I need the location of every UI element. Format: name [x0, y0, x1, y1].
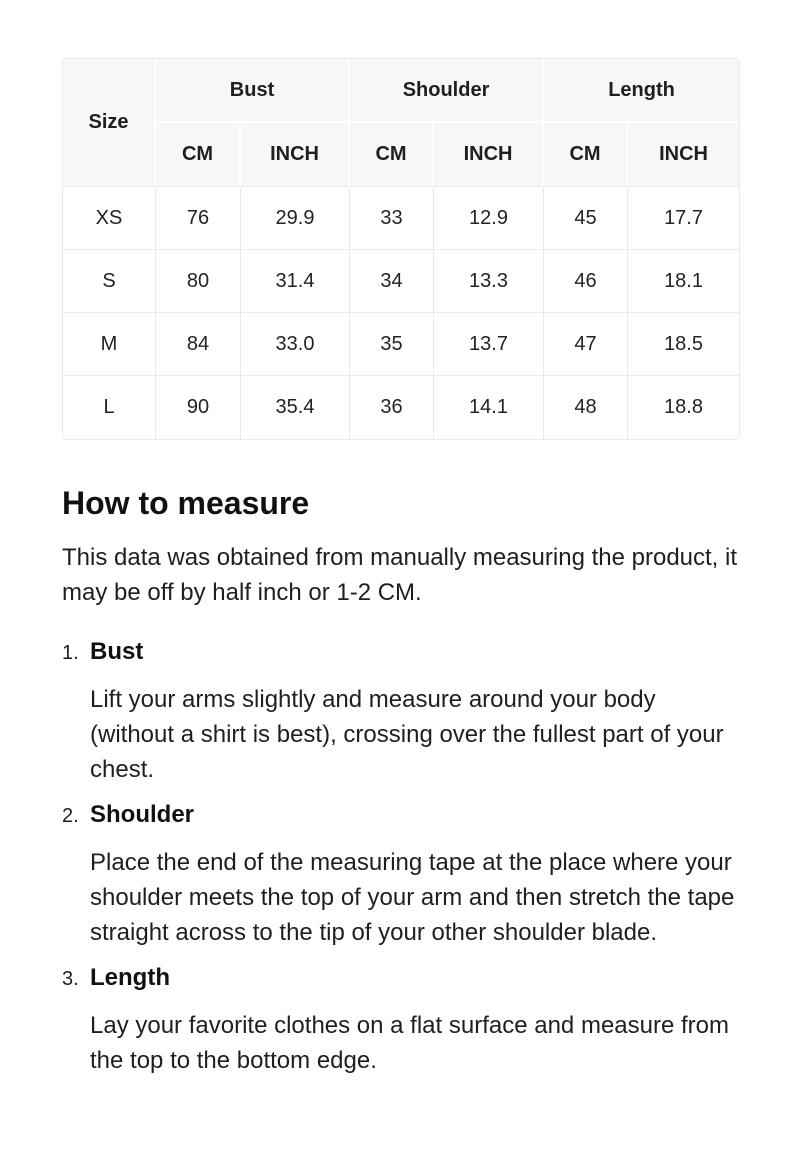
cell-shoulder-inch: 13.3 — [434, 250, 544, 313]
cell-bust-inch: 29.9 — [241, 187, 350, 250]
cell-shoulder-inch: 13.7 — [434, 313, 544, 376]
cell-bust-cm: 80 — [156, 250, 241, 313]
cell-length-inch: 17.7 — [628, 187, 739, 250]
cell-bust-inch: 35.4 — [241, 376, 350, 439]
step-term: Shoulder — [90, 801, 195, 828]
cell-length-inch: 18.5 — [628, 313, 739, 376]
cell-shoulder-inch: 12.9 — [434, 187, 544, 250]
measure-steps-list — [62, 634, 738, 1078]
step-heading — [62, 797, 738, 834]
cell-length-cm: 48 — [544, 376, 628, 439]
step-term: Length — [90, 964, 170, 991]
table-group-header-row — [63, 59, 739, 123]
cell-shoulder-inch: 14.1 — [434, 376, 544, 439]
size-label: M — [63, 313, 156, 376]
step-description: Lay your favorite clothes on a flat surface and measure from the top to the bottom edge. — [90, 1012, 729, 1074]
cell-shoulder-cm: 33 — [350, 187, 434, 250]
cell-length-cm: 46 — [544, 250, 628, 313]
cell-length-cm: 47 — [544, 313, 628, 376]
column-header-shoulder: Shoulder — [350, 59, 544, 123]
cell-bust-cm: 84 — [156, 313, 241, 376]
measure-step-length — [62, 960, 738, 1078]
step-number: 1. — [62, 642, 79, 664]
unit-header-bust-cm: CM — [156, 123, 241, 187]
cell-shoulder-cm: 36 — [350, 376, 434, 439]
cell-bust-cm: 76 — [156, 187, 241, 250]
unit-header-shoulder-cm: CM — [350, 123, 434, 187]
cell-bust-cm: 90 — [156, 376, 241, 439]
cell-length-inch: 18.8 — [628, 376, 739, 439]
step-term: Bust — [90, 638, 144, 665]
size-row-s — [63, 250, 739, 313]
size-row-xs — [63, 187, 739, 250]
step-description: Place the end of the measuring tape at the place where your shoulder meets the top of your arm and then stretch the tape straight across to the tip of your other shoulder blade. — [90, 849, 735, 946]
measure-intro-text: This data was obtained from manually measuring the product, it may be off by half inch or 1-2 CM. — [62, 544, 738, 606]
cell-length-cm: 45 — [544, 187, 628, 250]
measure-step-bust — [62, 634, 738, 787]
step-number: 3. — [62, 968, 79, 990]
cell-length-inch: 18.1 — [628, 250, 739, 313]
unit-header-shoulder-inch: INCH — [434, 123, 544, 187]
unit-header-length-cm: CM — [544, 123, 628, 187]
unit-header-length-inch: INCH — [628, 123, 739, 187]
unit-header-bust-inch: INCH — [241, 123, 350, 187]
size-label: XS — [63, 187, 156, 250]
cell-shoulder-cm: 35 — [350, 313, 434, 376]
size-label: S — [63, 250, 156, 313]
column-header-size: Size — [63, 59, 156, 187]
size-row-l — [63, 376, 739, 439]
how-to-measure-heading: How to measure — [62, 485, 310, 521]
step-heading — [62, 960, 738, 997]
cell-shoulder-cm: 34 — [350, 250, 434, 313]
size-label: L — [63, 376, 156, 439]
measure-step-shoulder — [62, 797, 738, 950]
step-description: Lift your arms slightly and measure around your body (without a shirt is best), crossing over the fullest part of your chest. — [90, 686, 724, 783]
step-number: 2. — [62, 805, 79, 827]
column-header-length: Length — [544, 59, 739, 123]
step-heading — [62, 634, 738, 671]
cell-bust-inch: 31.4 — [241, 250, 350, 313]
column-header-bust: Bust — [156, 59, 350, 123]
size-chart-table — [62, 58, 740, 440]
table-units-header-row — [63, 123, 739, 187]
cell-bust-inch: 33.0 — [241, 313, 350, 376]
size-row-m — [63, 313, 739, 376]
